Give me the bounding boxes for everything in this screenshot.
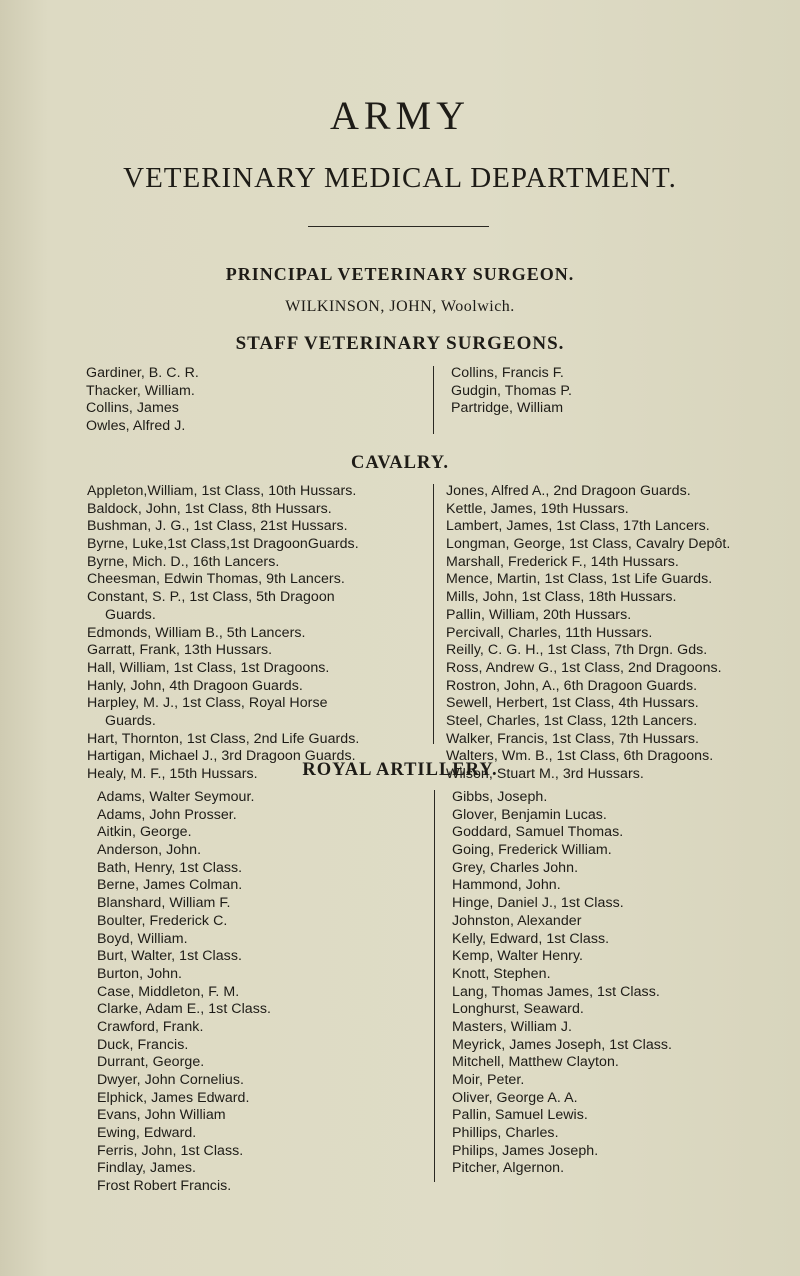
list-item: Percivall, Charles, 11th Hussars. <box>446 624 653 641</box>
list-item: Boyd, William. <box>97 930 188 947</box>
list-item: Moir, Peter. <box>452 1072 525 1088</box>
list-item: Masters, William J. <box>452 1018 572 1035</box>
list-item: Longman, George, 1st Class, Cavalry Depôt. <box>446 536 731 553</box>
list-item: Harpley, M. J., 1st Class, Royal Horse <box>87 695 328 712</box>
list-item: Glover, Benjamin Lucas. <box>452 806 607 823</box>
column-divider <box>433 366 434 434</box>
list-item: Wilson, Stuart M., 3rd Hussars. <box>446 766 644 782</box>
list-item: Blanshard, William F. <box>97 895 231 912</box>
list-item: Hart, Thornton, 1st Class, 2nd Life Guards. <box>87 730 360 747</box>
department-title: VETERINARY MEDICAL DEPARTMENT. <box>123 162 677 194</box>
list-item: Mitchell, Matthew Clayton. <box>452 1054 619 1071</box>
list-item: Frost Robert Francis. <box>97 1178 232 1195</box>
list-item: Hammond, John. <box>452 877 561 894</box>
list-item: Bushman, J. G., 1st Class, 21st Hussars. <box>87 518 348 535</box>
title-divider <box>308 226 489 227</box>
list-item: Collins, James <box>86 400 179 417</box>
list-item: Crawford, Frank. <box>97 1018 204 1035</box>
list-item: Meyrick, James Joseph, 1st Class. <box>452 1036 673 1053</box>
list-item: Anderson, John. <box>97 842 202 859</box>
cavalry-list-left <box>87 483 359 784</box>
principal-name: WILKINSON, JOHN, Woolwich. <box>285 298 515 315</box>
list-item: Evans, John William <box>97 1107 226 1124</box>
list-item: Appleton,William, 1st Class, 10th Hussars. <box>87 483 357 499</box>
list-item: Burt, Walter, 1st Class. <box>97 948 242 965</box>
list-item: Walters, Wm. B., 1st Class, 6th Dragoons. <box>446 748 714 765</box>
list-item: Mills, John, 1st Class, 18th Hussars. <box>446 589 677 606</box>
list-item: Goddard, Samuel Thomas. <box>452 824 624 841</box>
list-item: Oliver, George A. A. <box>452 1089 578 1106</box>
list-item: Gibbs, Joseph. <box>452 789 548 805</box>
list-item: Duck, Francis. <box>97 1036 189 1053</box>
list-item: Constant, S. P., 1st Class, 5th Dragoon <box>87 589 335 606</box>
list-item: Berne, James Colman. <box>97 877 243 894</box>
list-item: Garratt, Frank, 13th Hussars. <box>87 642 273 659</box>
list-item: Kemp, Walter Henry. <box>452 948 584 965</box>
list-item: Hartigan, Michael J., 3rd Dragoon Guards. <box>87 748 356 765</box>
list-item: Ferris, John, 1st Class. <box>97 1142 244 1159</box>
list-item: Steel, Charles, 1st Class, 12th Lancers. <box>446 712 698 729</box>
list-item: Elphick, James Edward. <box>97 1089 250 1106</box>
list-item: Baldock, John, 1st Class, 8th Hussars. <box>87 500 332 517</box>
list-item: Collins, Francis F. <box>451 365 564 381</box>
list-item: Byrne, Mich. D., 16th Lancers. <box>87 553 280 570</box>
list-item: Hanly, John, 4th Dragoon Guards. <box>87 677 303 694</box>
list-item: Lambert, James, 1st Class, 17th Lancers. <box>446 518 710 535</box>
list-item: Kettle, James, 19th Hussars. <box>446 500 629 517</box>
list-item: Walker, Francis, 1st Class, 7th Hussars. <box>446 730 699 747</box>
list-item: Adams, John Prosser. <box>97 806 237 823</box>
list-item: Clarke, Adam E., 1st Class. <box>97 1001 272 1018</box>
list-item-continuation: Guards. <box>105 712 156 729</box>
royal-artillery-heading: ROYAL ARTILLERY. <box>302 760 498 780</box>
list-item: Longhurst, Seaward. <box>452 1001 584 1018</box>
page-title: ARMY <box>329 93 471 138</box>
list-item: Rostron, John, A., 6th Dragoon Guards. <box>446 677 698 694</box>
principal-heading: PRINCIPAL VETERINARY SURGEON. <box>225 264 575 284</box>
list-item: Byrne, Luke,1st Class,1st DragoonGuards. <box>87 536 359 553</box>
list-item: Mence, Martin, 1st Class, 1st Life Guards. <box>446 571 713 588</box>
list-item: Kelly, Edward, 1st Class. <box>452 930 610 947</box>
column-divider <box>434 790 435 1182</box>
list-item: Case, Middleton, F. M. <box>97 983 240 1000</box>
royal-artillery-list-left <box>97 789 271 1196</box>
staff-list-left <box>86 365 199 436</box>
list-item: Thacker, William. <box>86 382 195 399</box>
cavalry-list-right <box>446 483 730 784</box>
list-item: Marshall, Frederick F., 14th Hussars. <box>446 553 679 570</box>
list-item: Lang, Thomas James, 1st Class. <box>452 983 660 1000</box>
list-item: Philips, James Joseph. <box>452 1142 599 1159</box>
list-item: Pallin, Samuel Lewis. <box>452 1107 588 1124</box>
list-item: Durrant, George. <box>97 1054 205 1071</box>
list-item: Owles, Alfred J. <box>86 418 186 435</box>
list-item: Findlay, James. <box>97 1160 197 1177</box>
list-item: Ross, Andrew G., 1st Class, 2nd Dragoons. <box>446 659 722 676</box>
list-item: Burton, John. <box>97 965 183 982</box>
column-divider <box>433 484 434 744</box>
list-item: Adams, Walter Seymour. <box>97 789 255 805</box>
list-item: Johnston, Alexander <box>452 912 582 929</box>
list-item: Bath, Henry, 1st Class. <box>97 859 243 876</box>
list-item: Pitcher, Algernon. <box>452 1160 565 1177</box>
list-item: Going, Frederick William. <box>452 842 612 859</box>
list-item: Aitkin, George. <box>97 824 192 841</box>
list-item: Gudgin, Thomas P. <box>451 382 572 399</box>
list-item-continuation: Guards. <box>105 606 156 623</box>
list-item: Boulter, Frederick C. <box>97 912 228 929</box>
list-item: Ewing, Edward. <box>97 1125 197 1142</box>
list-item: Sewell, Herbert, 1st Class, 4th Hussars. <box>446 695 699 712</box>
staff-heading: STAFF VETERINARY SURGEONS. <box>235 333 565 354</box>
list-item: Hinge, Daniel J., 1st Class. <box>452 895 624 912</box>
cavalry-heading: CAVALRY. <box>350 453 449 473</box>
list-item: Edmonds, William B., 5th Lancers. <box>87 624 306 641</box>
royal-artillery-list-right <box>452 789 672 1178</box>
list-item: Healy, M. F., 15th Hussars. <box>87 766 258 782</box>
list-item: Phillips, Charles. <box>452 1125 559 1142</box>
list-item: Pallin, William, 20th Hussars. <box>446 606 632 623</box>
list-item: Hall, William, 1st Class, 1st Dragoons. <box>87 659 330 676</box>
list-item: Jones, Alfred A., 2nd Dragoon Guards. <box>446 483 691 499</box>
list-item: Knott, Stephen. <box>452 965 551 982</box>
list-item: Cheesman, Edwin Thomas, 9th Lancers. <box>87 571 345 588</box>
list-item: Reilly, C. G. H., 1st Class, 7th Drgn. Gds. <box>446 642 708 659</box>
list-item: Partridge, William <box>451 400 564 417</box>
list-item: Gardiner, B. C. R. <box>86 365 199 381</box>
staff-list-right <box>451 365 572 418</box>
list-item: Grey, Charles John. <box>452 859 579 876</box>
list-item: Dwyer, John Cornelius. <box>97 1072 244 1088</box>
